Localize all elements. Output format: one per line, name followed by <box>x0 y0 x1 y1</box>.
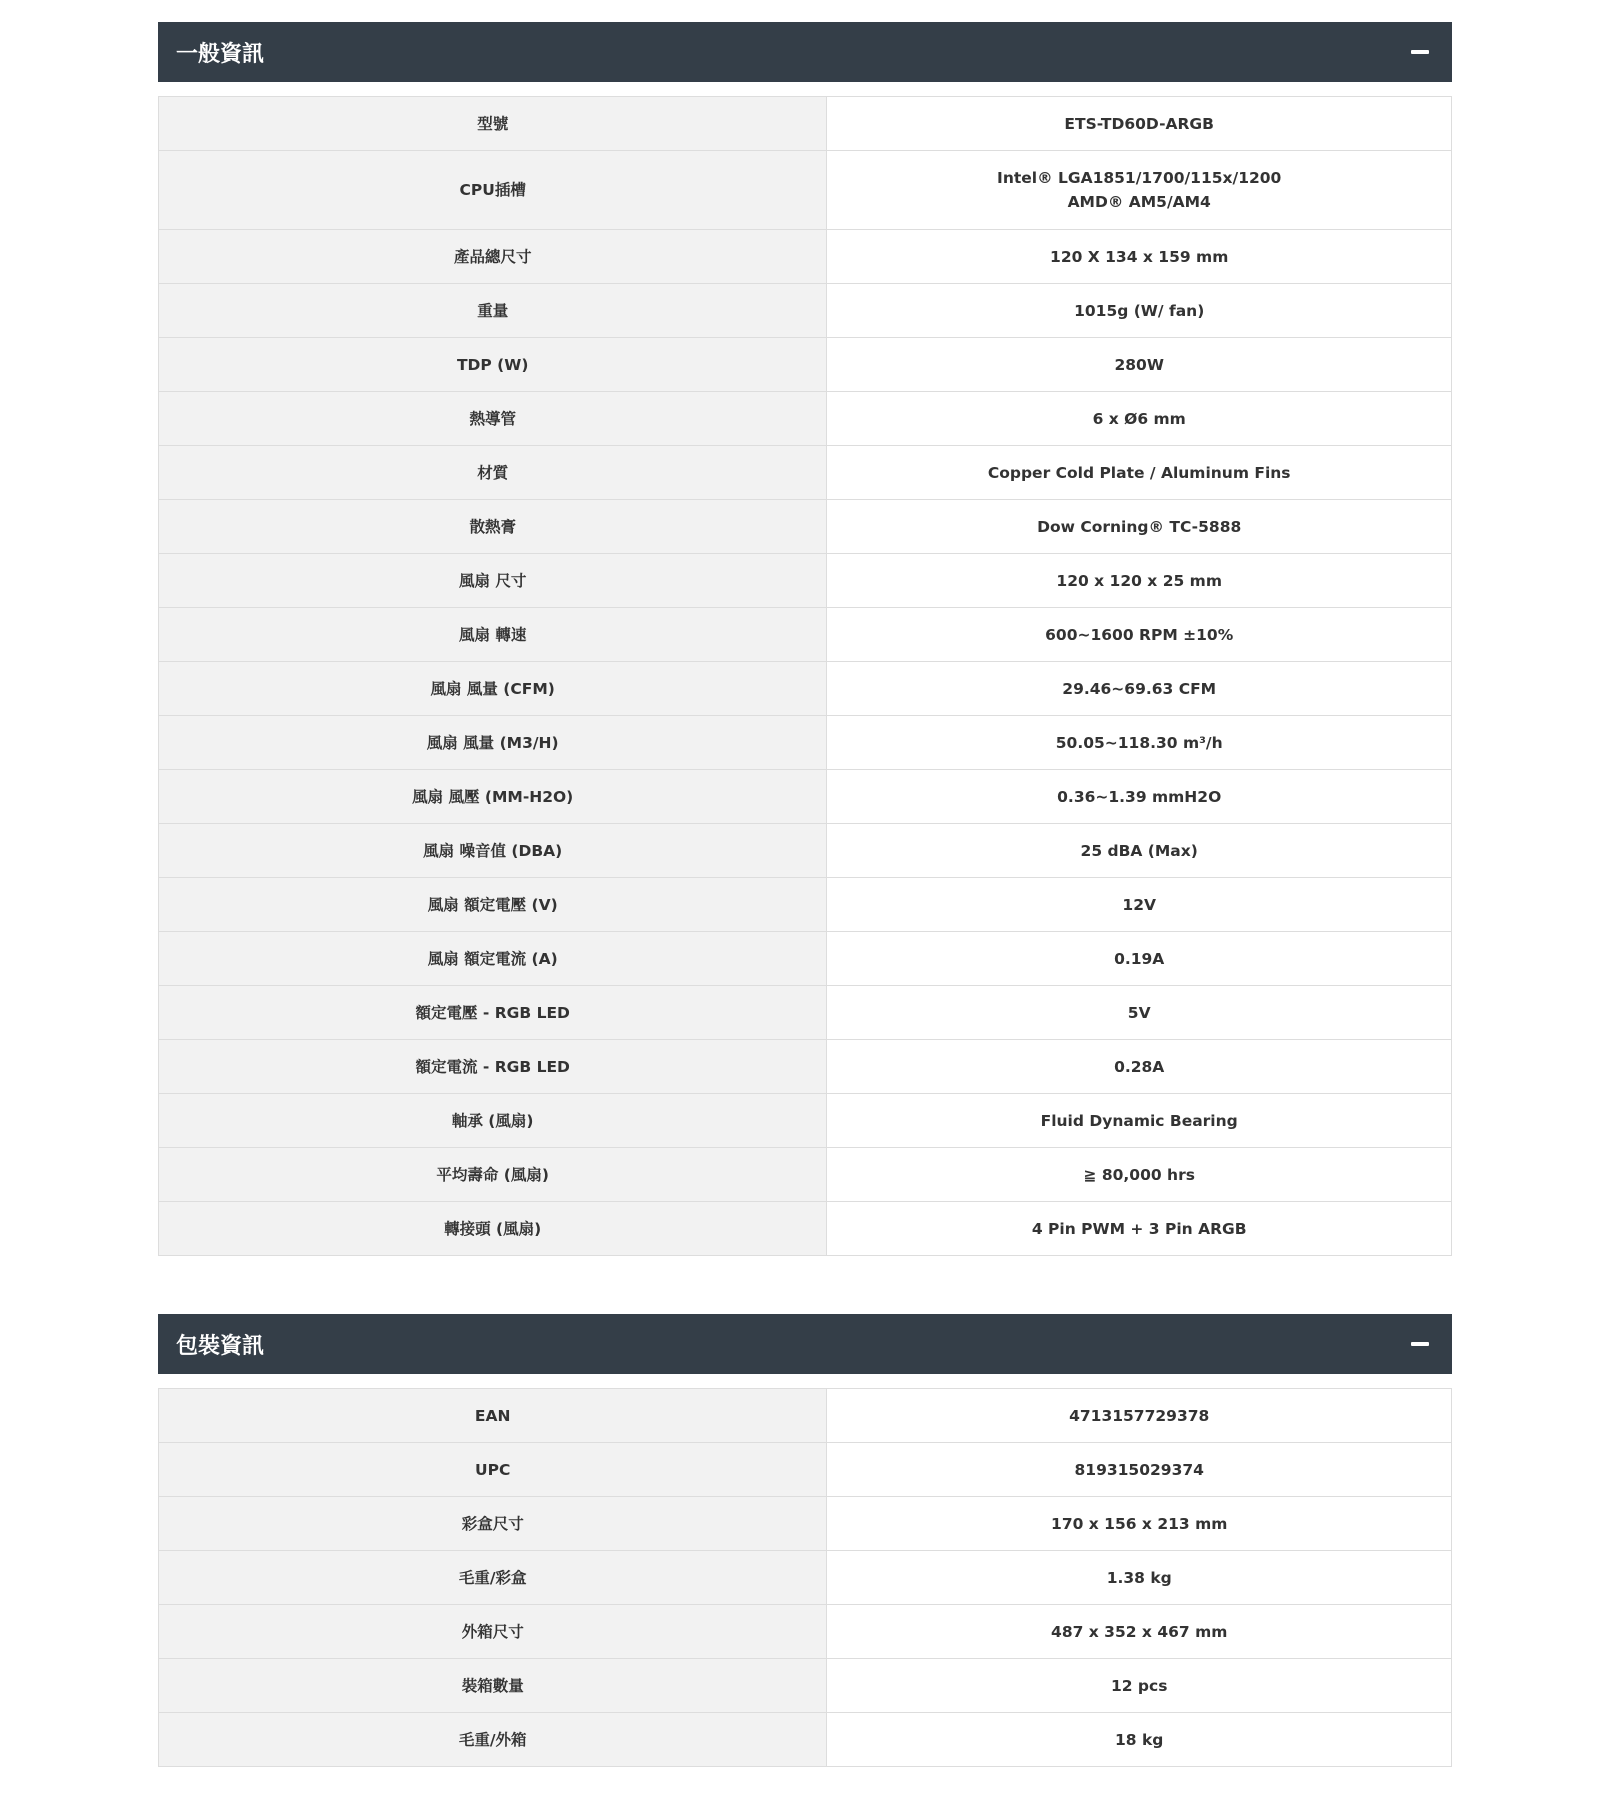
spec-value <box>827 608 1452 662</box>
spec-label: 轉接頭 (風扇) <box>159 1202 827 1256</box>
spec-label: 風扇 尺寸 <box>159 554 827 608</box>
spec-value <box>827 716 1452 770</box>
table-row <box>159 1094 1452 1148</box>
spec-value-line: 1015g (W/ fan) <box>1074 301 1205 320</box>
spec-value-line: AMD® AM5/AM4 <box>1067 193 1211 211</box>
spec-value-line: Intel® LGA1851/1700/115x/1200 <box>997 169 1282 187</box>
spec-value <box>827 1443 1452 1497</box>
spec-value-line: ETS-TD60D-ARGB <box>1064 114 1214 133</box>
spec-value <box>827 500 1452 554</box>
spec-value-line: 12V <box>1122 895 1156 914</box>
table-row <box>159 878 1452 932</box>
spec-value <box>827 1497 1452 1551</box>
spec-label: 重量 <box>159 284 827 338</box>
spec-value <box>827 230 1452 284</box>
spec-value-line: 1.38 kg <box>1106 1568 1172 1587</box>
spec-label: 熱導管 <box>159 392 827 446</box>
spec-value-line: 18 kg <box>1115 1730 1164 1749</box>
minus-icon[interactable] <box>1406 1330 1434 1358</box>
table-row <box>159 1202 1452 1256</box>
spec-page <box>158 22 1452 1767</box>
spec-label: 型號 <box>159 97 827 151</box>
spec-label: 產品總尺寸 <box>159 230 827 284</box>
spec-label: CPU插槽 <box>159 151 827 230</box>
spec-label: TDP (W) <box>159 338 827 392</box>
spec-label: UPC <box>159 1443 827 1497</box>
spec-value <box>827 932 1452 986</box>
packaging-info-section <box>158 1314 1452 1767</box>
table-row <box>159 284 1452 338</box>
table-row <box>159 1551 1452 1605</box>
spec-value-line: 487 x 352 x 467 mm <box>1051 1622 1228 1641</box>
spec-value-line: 0.19A <box>1114 949 1165 968</box>
spec-value-line: ≧ 80,000 hrs <box>1083 1165 1195 1184</box>
spec-value-line: 819315029374 <box>1074 1460 1204 1479</box>
spec-value <box>827 151 1452 230</box>
table-row <box>159 97 1452 151</box>
table-row <box>159 1389 1452 1443</box>
spec-label: EAN <box>159 1389 827 1443</box>
table-row <box>159 986 1452 1040</box>
spec-label: 風扇 風量 (M3/H) <box>159 716 827 770</box>
spec-value-line: 120 X 134 x 159 mm <box>1050 247 1229 266</box>
table-row <box>159 500 1452 554</box>
spec-label: 毛重/彩盒 <box>159 1551 827 1605</box>
table-row <box>159 1443 1452 1497</box>
spec-value <box>827 284 1452 338</box>
spec-label: 額定電流 - RGB LED <box>159 1040 827 1094</box>
packaging-info-header[interactable] <box>158 1314 1452 1374</box>
table-row <box>159 716 1452 770</box>
table-row <box>159 338 1452 392</box>
spec-value-line: 600~1600 RPM ±10% <box>1045 625 1234 644</box>
table-row <box>159 1713 1452 1767</box>
spec-value-line: 0.36~1.39 mmH2O <box>1057 787 1222 806</box>
general-info-header[interactable] <box>158 22 1452 82</box>
table-row <box>159 446 1452 500</box>
table-row <box>159 608 1452 662</box>
spec-value-line: 120 x 120 x 25 mm <box>1056 571 1222 590</box>
table-row <box>159 1497 1452 1551</box>
spec-value <box>827 1040 1452 1094</box>
table-row <box>159 824 1452 878</box>
spec-value <box>827 446 1452 500</box>
table-row <box>159 392 1452 446</box>
spec-value <box>827 662 1452 716</box>
table-row <box>159 932 1452 986</box>
minus-icon[interactable] <box>1406 38 1434 66</box>
table-row <box>159 1605 1452 1659</box>
spec-value <box>827 392 1452 446</box>
spec-label: 毛重/外箱 <box>159 1713 827 1767</box>
spec-value <box>827 1659 1452 1713</box>
general-info-section <box>158 22 1452 1256</box>
spec-label: 風扇 額定電壓 (V) <box>159 878 827 932</box>
table-row <box>159 1659 1452 1713</box>
spec-value-line: 5V <box>1127 1003 1151 1022</box>
spec-value <box>827 1713 1452 1767</box>
table-row <box>159 151 1452 230</box>
spec-label: 風扇 額定電流 (A) <box>159 932 827 986</box>
spec-label: 平均壽命 (風扇) <box>159 1148 827 1202</box>
table-row <box>159 1040 1452 1094</box>
spec-label: 風扇 噪音值 (DBA) <box>159 824 827 878</box>
general-info-title: 一般資訊 <box>176 41 265 67</box>
spec-label: 額定電壓 - RGB LED <box>159 986 827 1040</box>
spec-label: 風扇 轉速 <box>159 608 827 662</box>
spec-value <box>827 878 1452 932</box>
spec-label: 風扇 風壓 (MM-H2O) <box>159 770 827 824</box>
spec-value-line: 280W <box>1114 355 1164 374</box>
spec-label: 裝箱數量 <box>159 1659 827 1713</box>
spec-value <box>827 1202 1452 1256</box>
spec-value <box>827 1094 1452 1148</box>
table-row <box>159 230 1452 284</box>
spec-value-line: Dow Corning® TC-5888 <box>1037 517 1242 536</box>
spec-value-line: 50.05~118.30 m³/h <box>1055 733 1223 752</box>
spec-value-line: 29.46~69.63 CFM <box>1062 679 1217 698</box>
spec-value-line: 25 dBA (Max) <box>1080 841 1198 860</box>
packaging-info-title: 包裝資訊 <box>176 1333 265 1359</box>
spec-value <box>827 1551 1452 1605</box>
spec-value <box>827 554 1452 608</box>
spec-value <box>827 1148 1452 1202</box>
spec-value <box>827 986 1452 1040</box>
spec-value <box>827 338 1452 392</box>
spec-value-line: 4713157729378 <box>1069 1406 1210 1425</box>
spec-value <box>827 770 1452 824</box>
spec-value <box>827 824 1452 878</box>
spec-value-line: 12 pcs <box>1110 1676 1168 1695</box>
spec-value-line: 4 Pin PWM + 3 Pin ARGB <box>1031 1219 1247 1238</box>
spec-value-line: 170 x 156 x 213 mm <box>1051 1514 1228 1533</box>
general-info-table <box>158 96 1452 1256</box>
spec-value <box>827 97 1452 151</box>
packaging-info-table <box>158 1388 1452 1767</box>
spec-value-line: Fluid Dynamic Bearing <box>1040 1111 1238 1130</box>
spec-label: 材質 <box>159 446 827 500</box>
spec-value-line: Copper Cold Plate / Aluminum Fins <box>987 463 1291 482</box>
spec-label: 散熱膏 <box>159 500 827 554</box>
spec-value <box>827 1389 1452 1443</box>
table-row <box>159 770 1452 824</box>
spec-value-line: 0.28A <box>1114 1057 1165 1076</box>
spec-label: 彩盒尺寸 <box>159 1497 827 1551</box>
spec-label: 外箱尺寸 <box>159 1605 827 1659</box>
table-row <box>159 1148 1452 1202</box>
spec-label: 風扇 風量 (CFM) <box>159 662 827 716</box>
table-row <box>159 554 1452 608</box>
spec-value-line: 6 x Ø6 mm <box>1092 409 1186 428</box>
table-row <box>159 662 1452 716</box>
spec-label: 軸承 (風扇) <box>159 1094 827 1148</box>
spec-value <box>827 1605 1452 1659</box>
